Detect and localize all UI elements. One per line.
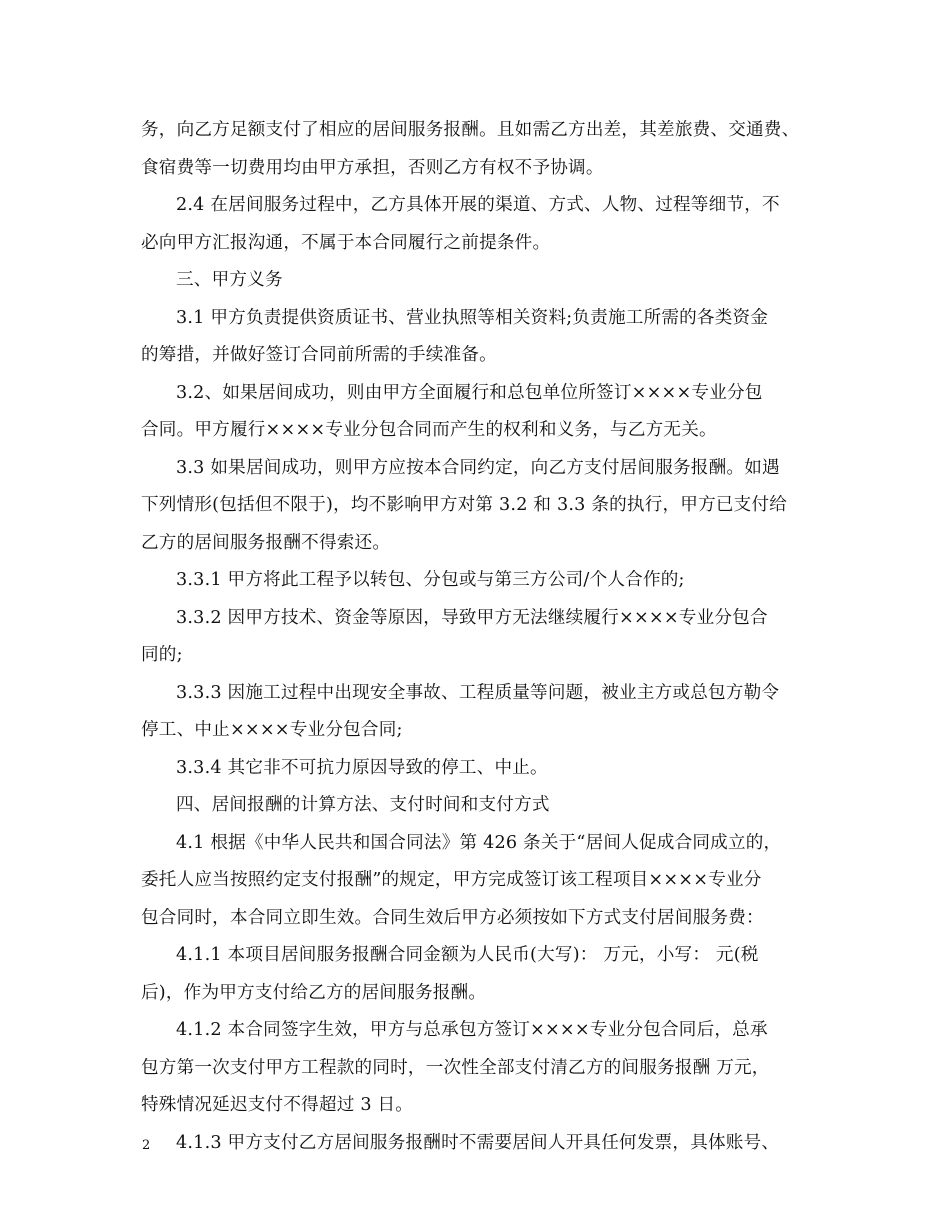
document-body	[141, 112, 821, 1162]
text-line: 3.1 甲方负责提供资质证书、营业执照等相关资料;负责施工所需的各类资金	[176, 307, 769, 328]
text-line: 同的;	[141, 645, 183, 665]
text-line: 3.3 如果居间成功，则甲方应按本合同约定，向乙方支付居间服务报酬。如遇	[176, 457, 780, 478]
text-line: 后)，作为甲方支付给乙方的居间服务报酬。	[141, 982, 487, 1003]
text-line: 3.3.3 因施工过程中出现安全事故、工程质量等问题，被业主方或总包方勒令	[176, 682, 780, 703]
text-line: 合同。甲方履行××××专业分包合同而产生的权利和义务，与乙方无关。	[141, 420, 717, 440]
text-line: 3.3.2 因甲方技术、资金等原因，导致甲方无法继续履行××××专业分包合	[176, 607, 768, 628]
text-line: 特殊情况延迟支付不得超过 3 日。	[141, 1095, 414, 1115]
text-line: 3.3.4 其它非不可抗力原因导致的停工、中止。	[176, 757, 548, 778]
text-line: 3.2、如果居间成功，则由甲方全面履行和总包单位所签订××××专业分包	[176, 382, 763, 403]
text-line: 3.3.1 甲方将此工程予以转包、分包或与第三方公司/个人合作的;	[176, 570, 685, 590]
text-line: 食宿费等一切费用均由甲方承担，否则乙方有权不予协调。	[141, 157, 604, 178]
text-line: 乙方的居间服务报酬不得索还。	[141, 532, 391, 553]
text-line: 三、甲方义务	[176, 270, 283, 290]
text-line: 4.1.3 甲方支付乙方居间服务报酬时不需要居间人开具任何发票，具体账号、	[176, 1132, 780, 1153]
text-line: 停工、中止××××专业分包合同;	[141, 720, 403, 740]
text-line: 务，向乙方足额支付了相应的居间服务报酬。且如需乙方出差，其差旅费、交通费、	[141, 120, 800, 140]
text-line: 4.1.1 本项目居间服务报酬合同金额为人民币(大写)： 万元，小写： 元(税	[176, 945, 759, 965]
page-number: 2	[142, 1138, 151, 1153]
text-line: 4.1.2 本合同签字生效，甲方与总承包方签订××××专业分包合同后，总承	[176, 1020, 768, 1040]
text-line: 四、居间报酬的计算方法、支付时间和支付方式	[176, 795, 550, 815]
text-line: 2.4 在居间服务过程中，乙方具体开展的渠道、方式、人物、过程等细节，不	[176, 195, 780, 215]
text-line: 的筹措，并做好签订合同前所需的手续准备。	[141, 345, 497, 365]
text-line: 包方第一次支付甲方工程款的同时，一次性全部支付清乙方的间服务报酬 万元，	[141, 1057, 770, 1078]
text-line: 必向甲方汇报沟通，不属于本合同履行之前提条件。	[141, 232, 551, 253]
text-line: 下列情形(包括但不限于)，均不影响甲方对第 3.2 和 3.3 条的执行，甲方已支付给	[141, 495, 788, 515]
text-line: 包合同时，本合同立即生效。合同生效后甲方必须按如下方式支付居间服务费：	[141, 907, 764, 928]
text-line: 委托人应当按照约定支付报酬”的规定，甲方完成签订该工程项目××××专业分	[141, 870, 762, 890]
text-line: 4.1 根据《中华人民共和国合同法》第 426 条关于“居间人促成合同成立的，	[176, 832, 782, 853]
